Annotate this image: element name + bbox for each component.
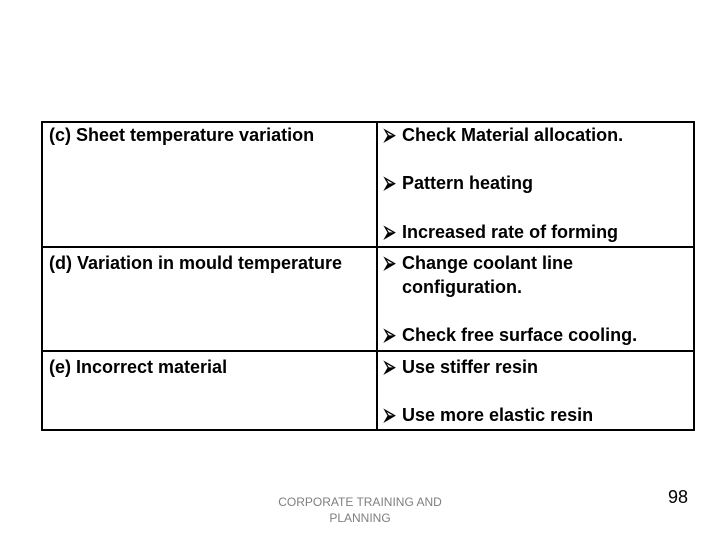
remedy-item: ⮚ Change coolant line configuration. [384, 253, 574, 297]
column-divider [376, 121, 378, 431]
arrow-right-icon: ⮚ [384, 125, 396, 144]
row-divider [41, 246, 695, 248]
arrow-right-icon: ⮚ [384, 253, 396, 272]
page-number: 98 [668, 487, 689, 507]
row-divider [41, 350, 695, 352]
remedy-item: ⮚ Use stiffer resin [384, 357, 539, 377]
remedy-item: ⮚ Increased rate of forming [384, 222, 619, 242]
arrow-right-icon: ⮚ [384, 222, 396, 241]
arrow-right-icon: ⮚ [384, 325, 396, 344]
footer-text: CORPORATE TRAINING AND PLANNING [278, 495, 442, 525]
arrow-right-icon: ⮚ [384, 357, 396, 376]
arrow-right-icon: ⮚ [384, 405, 396, 424]
remedy-item: ⮚ Use more elastic resin [384, 405, 594, 425]
remedy-item: ⮚ Check free surface cooling. [384, 325, 638, 345]
remedy-item: ⮚ Pattern heating [384, 173, 534, 193]
problem-cell: (e) Incorrect material [49, 357, 228, 377]
problem-cell: (c) Sheet temperature variation [49, 125, 315, 145]
problem-cell: (d) Variation in mould temperature [49, 253, 343, 273]
arrow-right-icon: ⮚ [384, 173, 396, 192]
remedy-item: ⮚ Check Material allocation. [384, 125, 624, 145]
